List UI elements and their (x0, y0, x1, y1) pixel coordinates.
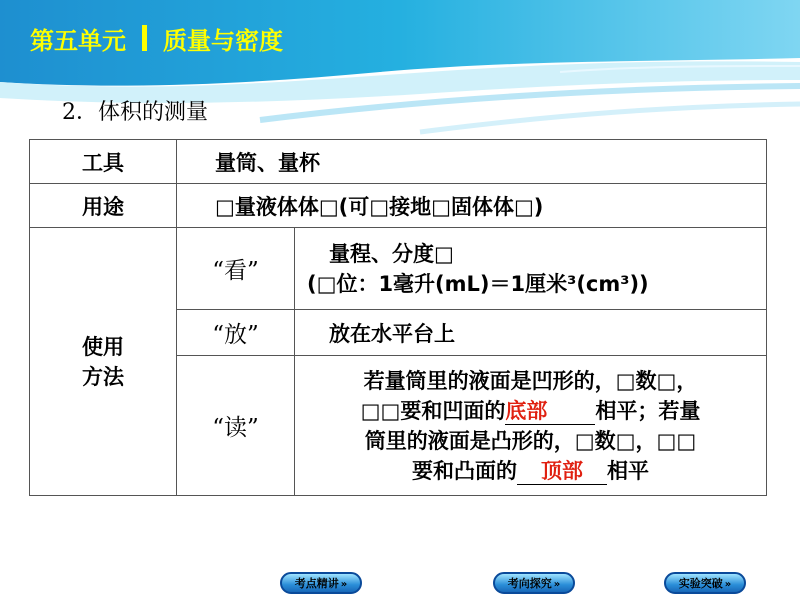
double-chevron-right-icon: » (724, 579, 732, 590)
chapter-title: 质量与密度 (163, 26, 283, 55)
read-label: “读” (177, 356, 295, 496)
nav-button-experiments-label: 实验突破 (678, 577, 723, 590)
read-line2-post: 相平；若量 (595, 398, 701, 423)
look-value (295, 228, 767, 310)
place-label: “放” (177, 310, 295, 356)
tool-value: 量筒、量杯 (177, 140, 767, 184)
purpose-value: □量液体体□(可□接地□固体体□) (177, 184, 767, 228)
header-title (30, 20, 283, 56)
read-line4 (295, 456, 766, 486)
look-line2: (□位：1毫升(mL)＝1厘米³(cm³)) (307, 271, 649, 296)
table-row-purpose (30, 184, 767, 228)
usage-label-line2: 方法 (82, 364, 124, 389)
double-chevron-right-icon: » (340, 579, 348, 590)
read-line2-pre: □□要和凹面的 (360, 398, 506, 423)
table-row-tool (30, 140, 767, 184)
table-row-look (30, 228, 767, 310)
section-heading: 2．体积的测量 (62, 100, 208, 125)
read-line4-pre: 要和凸面的 (412, 458, 517, 483)
nav-button-key-points[interactable] (280, 572, 362, 594)
answer-blank-1: 底部 (505, 398, 595, 425)
unit-label: 第五单元 (30, 26, 126, 55)
place-value: 放在水平台上 (295, 310, 767, 356)
nav-button-exam-trends[interactable] (493, 572, 575, 594)
answer-blank-2: 顶部 (517, 458, 607, 485)
read-line1: 若量筒里的液面是凹形的，□数□， (363, 368, 698, 393)
double-chevron-right-icon: » (553, 579, 561, 590)
volume-measurement-table (29, 139, 767, 496)
read-line2 (295, 396, 766, 426)
look-label: “看” (177, 228, 295, 310)
usage-label-line1: 使用 (82, 334, 124, 359)
look-line1: 量程、分度□ (329, 241, 454, 266)
tool-label: 工具 (30, 140, 177, 184)
read-line3: 筒里的液面是凸形的，□数□，□□ (364, 428, 697, 453)
nav-button-experiments[interactable] (664, 572, 746, 594)
nav-button-exam-trends-label: 考向探究 (507, 577, 552, 590)
read-line4-post: 相平 (607, 458, 649, 483)
purpose-label: 用途 (30, 184, 177, 228)
header-separator (142, 25, 147, 51)
usage-label (30, 228, 177, 496)
nav-button-key-points-label: 考点精讲 (294, 577, 339, 590)
read-value (295, 356, 767, 496)
